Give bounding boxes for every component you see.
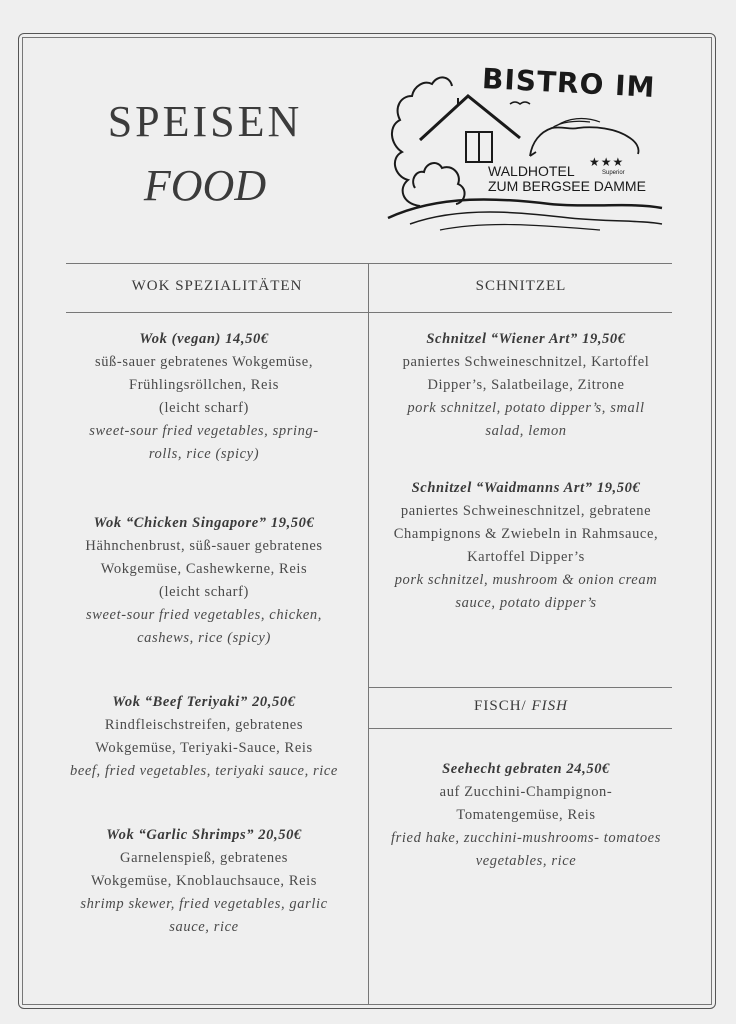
dish-desc-de: Frühlingsröllchen, Reis <box>129 377 279 393</box>
dish-desc-de: Wokgemüse, Teriyaki-Sauce, Reis <box>95 740 313 756</box>
dish-desc-en: sauce, potato dipper’s <box>455 595 597 611</box>
dish-desc-de: Kartoffel Dipper’s <box>467 549 585 565</box>
heading-fish-en: FISH <box>531 698 568 714</box>
heading-schnitzel: SCHNITZEL <box>475 278 567 294</box>
dish-name: Schnitzel “Wiener Art” 19,50€ <box>426 331 626 347</box>
logo-hotel-line1: WALDHOTEL <box>488 163 575 179</box>
dish-desc-de: Wokgemüse, Knoblauchsauce, Reis <box>90 873 318 889</box>
dish-desc-en: rolls, rice (spicy) <box>148 446 260 462</box>
dish-desc-de: Garnelenspieß, gebratenes <box>120 850 288 866</box>
dish-desc-en: sauce, rice <box>169 919 239 935</box>
divider-fish-bottom <box>368 728 672 729</box>
menu-item <box>56 328 352 466</box>
dish-desc-en: salad, lemon <box>485 423 567 439</box>
hotel-stars: ★★★ <box>589 155 625 169</box>
dish-desc-en: fried hake, zucchini-mushrooms- tomatoes <box>391 830 661 846</box>
dish-name: Wok “Chicken Singapore” 19,50€ <box>93 515 315 531</box>
dish-name: Wok (vegan) 14,50€ <box>139 331 269 347</box>
dish-desc-en: cashews, rice (spicy) <box>137 630 271 646</box>
dish-name: Wok “Beef Teriyaki” 20,50€ <box>112 694 296 710</box>
dish-desc-en: vegetables, rice <box>475 853 577 869</box>
dish-desc-de: auf Zucchini-Champignon- <box>439 784 613 800</box>
page-title-german: SPEISEN <box>107 97 303 146</box>
dish-desc-de: süß-sauer gebratenes Wokgemüse, <box>94 354 314 370</box>
divider-fish-top <box>368 687 672 688</box>
dish-desc-de: Champignons & Zwiebeln in Rahmsauce, <box>393 526 659 542</box>
logo-bistro-text: BISTRO IM <box>481 62 657 105</box>
heading-wok: WOK SPEZIALITÄTEN <box>131 278 303 294</box>
dish-desc-en: pork schnitzel, mushroom & onion cream <box>394 572 658 588</box>
dish-desc-de: paniertes Schweineschnitzel, Kartoffel <box>402 354 650 370</box>
divider-header-bottom <box>66 312 672 313</box>
logo-hotel-line2: ZUM BERGSEE DAMME <box>488 178 646 194</box>
bistro-logo <box>380 56 670 236</box>
dish-desc-de: Rindfleischstreifen, gebratenes <box>104 717 304 733</box>
dish-desc-de: Tomatengemüse, Reis <box>456 807 596 823</box>
dish-name: Seehecht gebraten 24,50€ <box>442 761 610 777</box>
menu-item <box>374 477 678 615</box>
dish-desc-de: (leicht scharf) <box>159 400 249 416</box>
menu-item <box>56 512 352 650</box>
dish-desc-en: pork schnitzel, potato dipper’s, small <box>407 400 645 416</box>
dish-desc-en: sweet-sour fried vegetables, spring- <box>89 423 319 439</box>
menu-item <box>56 824 352 939</box>
menu-item <box>374 328 678 443</box>
hotel-superior: Superior <box>602 170 625 176</box>
dish-desc-de: Wokgemüse, Cashewkerne, Reis <box>100 561 308 577</box>
dish-desc-en: beef, fried vegetables, teriyaki sauce, rice <box>70 763 338 779</box>
dish-name: Schnitzel “Waidmanns Art” 19,50€ <box>411 480 641 496</box>
dish-desc-de: paniertes Schweineschnitzel, gebratene <box>400 503 652 519</box>
heading-fish-de: FISCH/ <box>474 698 527 714</box>
dish-name: Wok “Garlic Shrimps” 20,50€ <box>106 827 302 843</box>
dish-desc-de: Dipper’s, Salatbeilage, Zitrone <box>427 377 625 393</box>
dish-desc-de: (leicht scharf) <box>159 584 249 600</box>
column-divider <box>368 263 369 1005</box>
menu-item <box>56 691 352 783</box>
divider-top <box>66 263 672 264</box>
menu-item <box>374 758 678 873</box>
page-title-english: FOOD <box>143 161 267 210</box>
dish-desc-en: sweet-sour fried vegetables, chicken, <box>85 607 322 623</box>
heading-fish <box>370 698 672 715</box>
dish-desc-en: shrimp skewer, fried vegetables, garlic <box>80 896 328 912</box>
dish-desc-de: Hähnchenbrust, süß-sauer gebratenes <box>85 538 323 554</box>
